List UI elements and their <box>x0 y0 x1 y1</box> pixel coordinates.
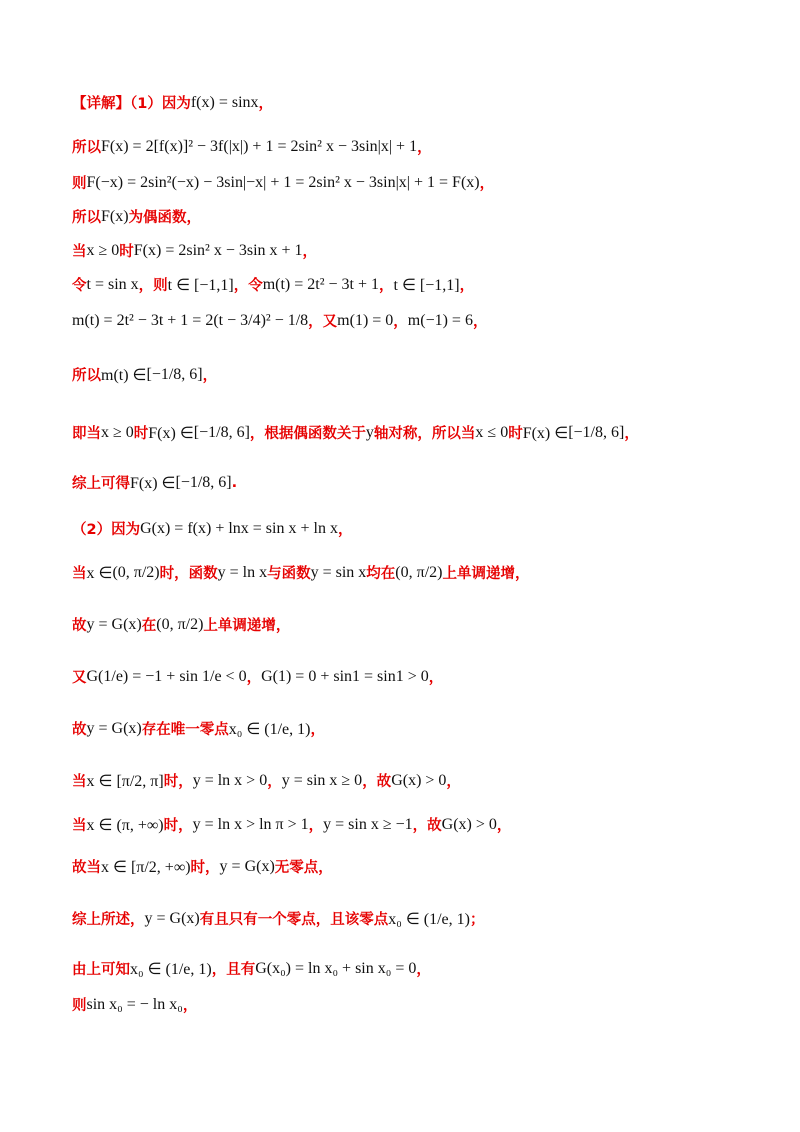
line-2: 所以 F(x) = 2[f(x)]² − 3f(|x|) + 1 = 2sin² x − 3sin|x| + 1 ， <box>72 137 432 156</box>
line-9: 即当 x ≥ 0 时 F(x) ∈ [−1/8, 6] ，根据偶函数关于 y 轴对称，所以当 x ≤ 0 时 F(x) ∈ [−1/8, 6] ， <box>72 423 639 442</box>
line-1-label: 【详解】（1）因为 <box>72 96 191 112</box>
line-15: 故 y = G(x) 存在唯一零点 x₀ ∈ (1/e, 1) ， <box>72 719 325 738</box>
line-8: 所以 m(t) ∈ [−1/8, 6] ， <box>72 365 218 384</box>
line-3: 则 F(−x) = 2sin²(−x) − 3sin|−x| + 1 = 2sin² x − 3sin|x| + 1 = F(x) ， <box>72 173 495 192</box>
line-13: 故 y = G(x) 在 (0, π/2) 上单调递增， <box>72 615 291 634</box>
line-6: 令 t = sin x ，则 t ∈ [−1,1] ，令 m(t) = 2t² − 3t + 1 ， t ∈ [−1,1] ， <box>72 275 475 294</box>
line-16: 当 x ∈ [π/2, π] 时， y = ln x > 0 ， y = sin x ≥ 0 ，故 G(x) > 0 ， <box>72 771 461 790</box>
line-1: 【详解】（1）因为 f(x) = sinx ， <box>72 93 274 112</box>
line-18: 故当 x ∈ [π/2, +∞) 时， y = G(x) 无零点， <box>72 857 333 876</box>
line-5: 当 x ≥ 0 时 F(x) = 2sin² x − 3sin x + 1 ， <box>72 241 318 260</box>
line-17: 当 x ∈ (π, +∞) 时， y = ln x > ln π > 1 ， y = sin x ≥ −1 ，故 G(x) > 0 ， <box>72 815 512 834</box>
line-21: 则 sin x₀ = − ln x₀ ， <box>72 995 198 1014</box>
line-4: 所以 F(x) 为偶函数， <box>72 207 202 226</box>
line-1-math: f(x) = sinx <box>190 93 259 111</box>
line-19: 综上所述， y = G(x) 有且只有一个零点，且该零点 x₀ ∈ (1/e, 1) ； <box>72 909 485 928</box>
line-11: （2）因为 G(x) = f(x) + lnx = sin x + ln x ， <box>72 519 353 538</box>
line-10: 综上可得 F(x) ∈ [−1/8, 6] . <box>72 473 238 492</box>
line-14: 又 G(1/e) = −1 + sin 1/e < 0 ， G(1) = 0 + sin1 = sin1 > 0 ， <box>72 667 444 686</box>
line-20: 由上可知 x₀ ∈ (1/e, 1) ，且有 G(x₀) = ln x₀ + sin x₀ = 0 ， <box>72 959 431 978</box>
line-12: 当 x ∈ (0, π/2) 时，函数 y = ln x 与函数 y = sin x 均在 (0, π/2) 上单调递增， <box>72 563 530 582</box>
line-7: m(t) = 2t² − 3t + 1 = 2 (t − 3/4)² − 1/8 ，又 m(1) = 0 ， m(−1) = 6 ， <box>72 311 488 330</box>
